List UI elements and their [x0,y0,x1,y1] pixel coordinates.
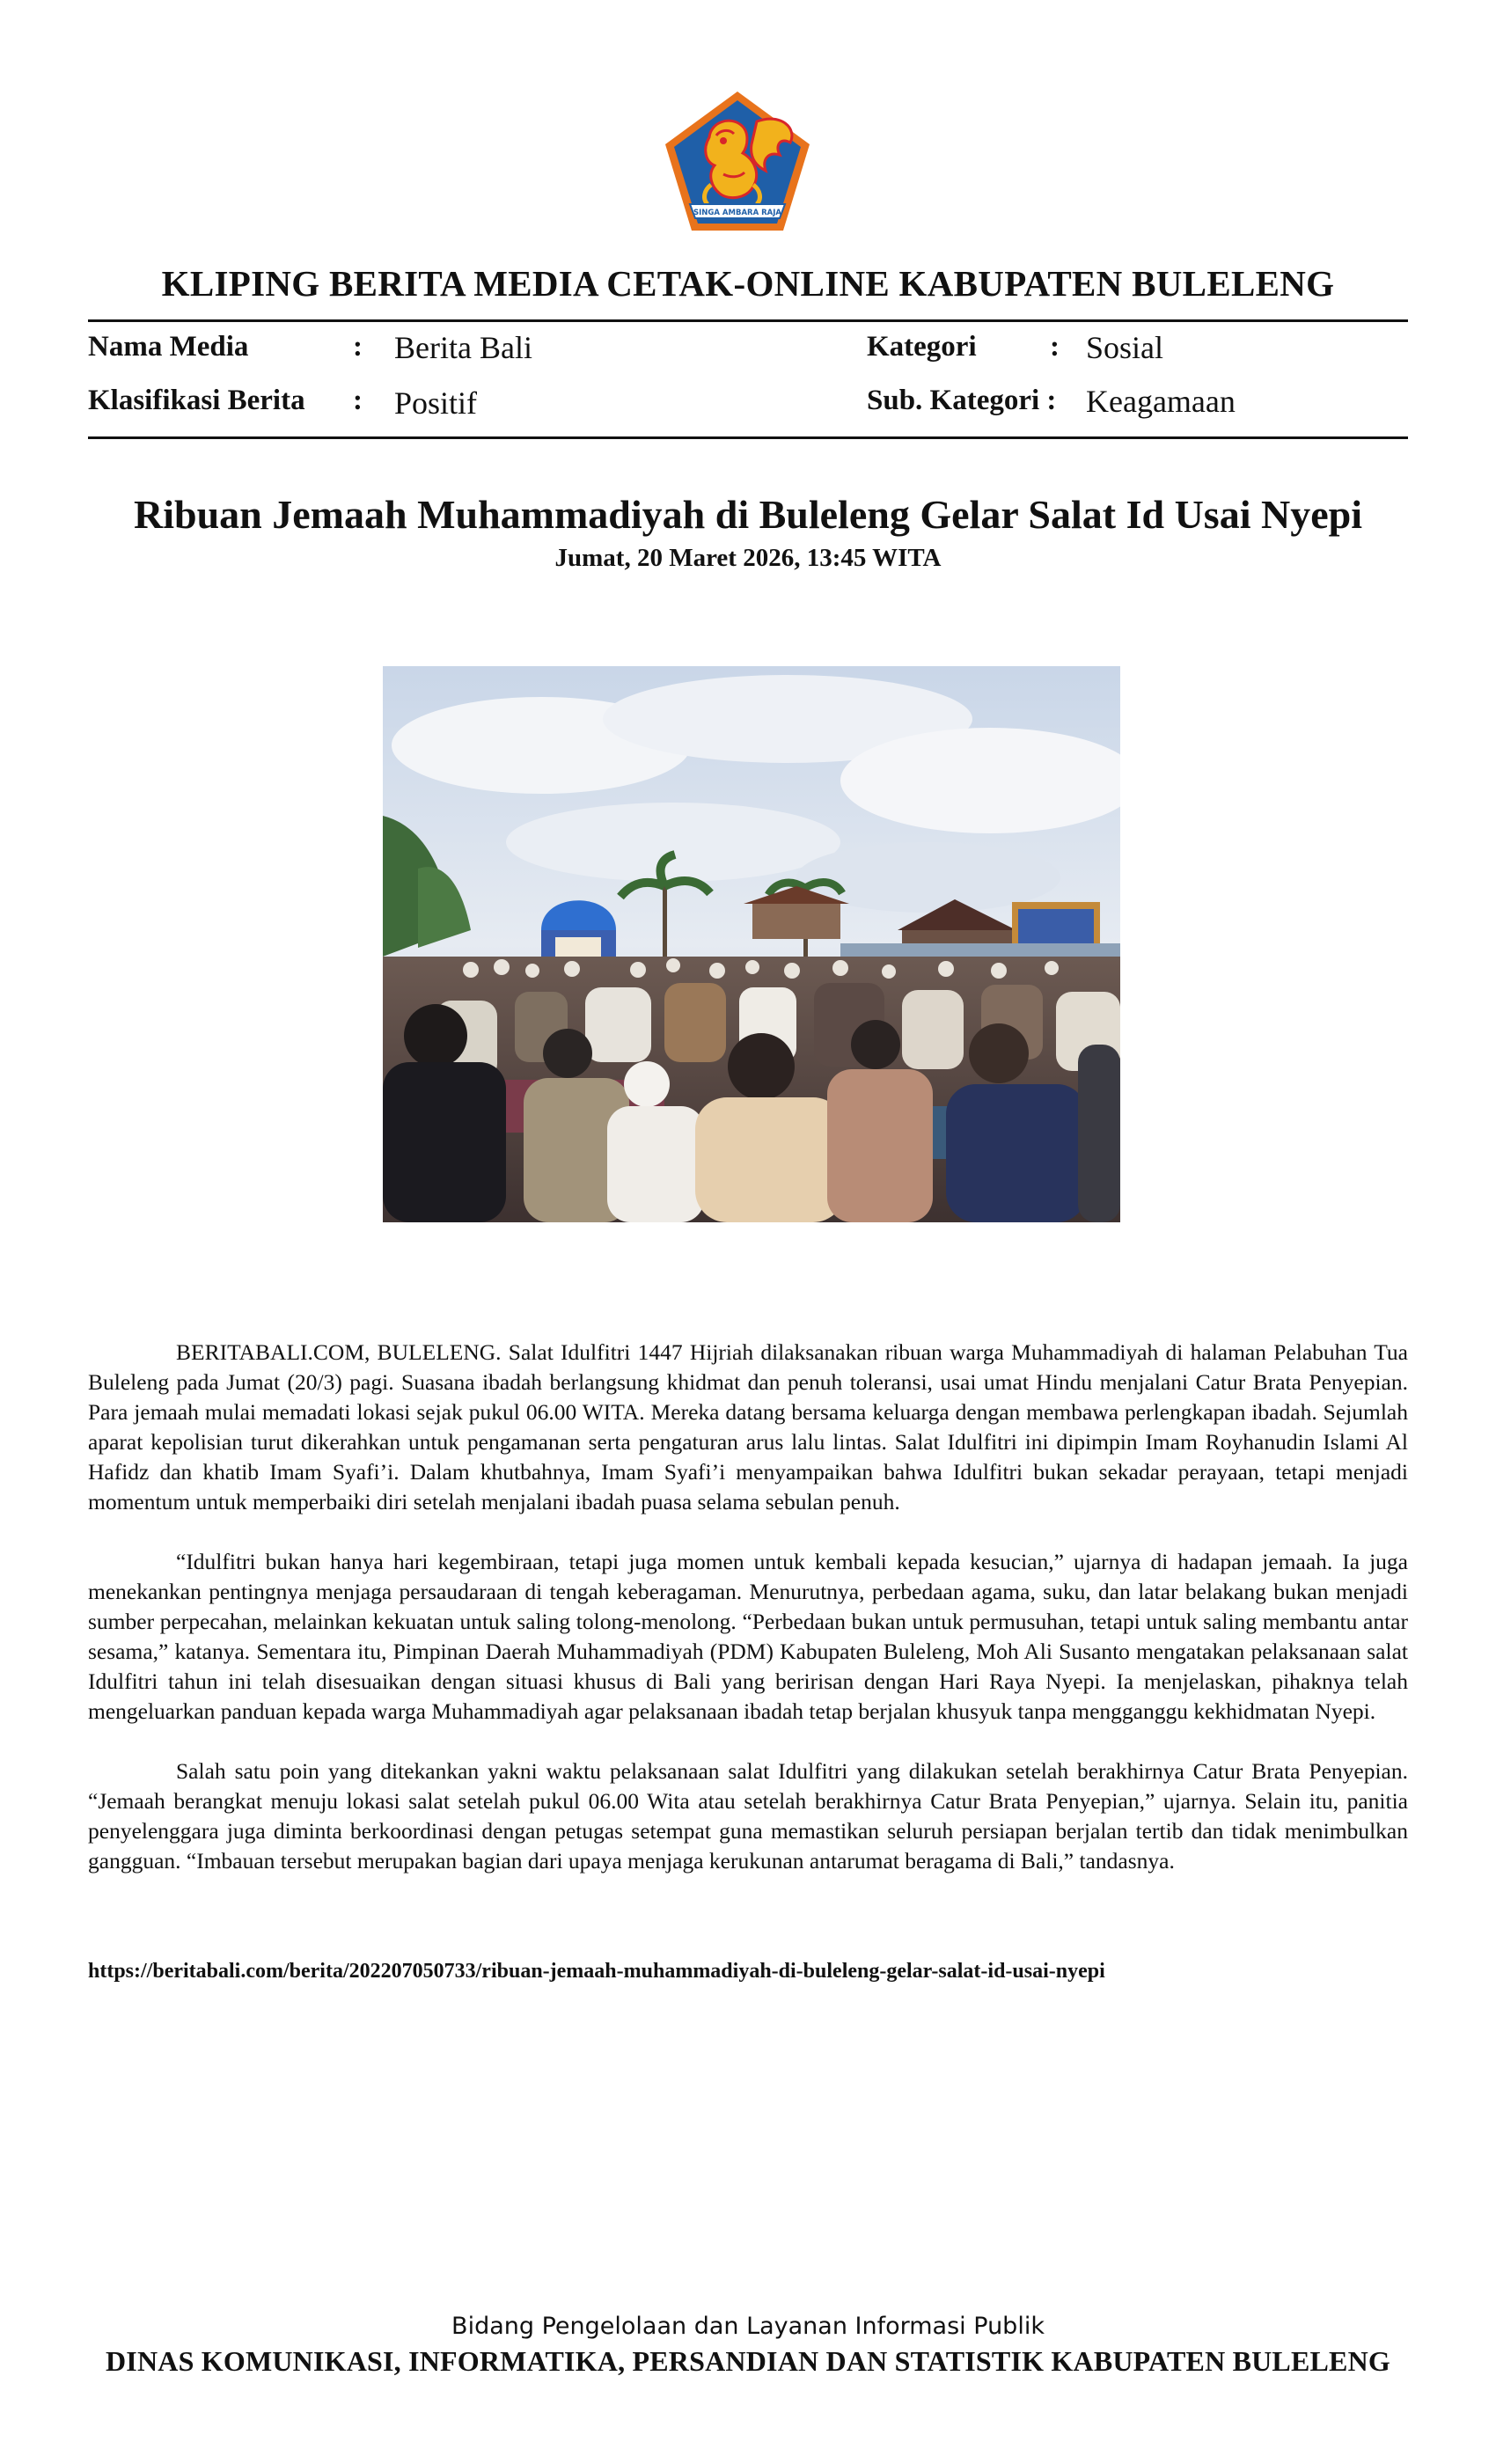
buleleng-emblem-icon [658,86,817,236]
nama-media-colon: : [353,331,363,363]
article-headline: Ribuan Jemaah Muhammadiyah di Buleleng Gelar Salat Id Usai Nyepi [134,492,1362,537]
article-body [88,1338,1408,1906]
article-paragraph-2: “Idulfitri bukan hanya hari kegembiraan, tetapi juga momen untuk kembali kepada kesucian,” ujarnya di hadapan jemaah. Ia juga menekankan pentingnya menjaga persaudaraan di tengah keberagaman. Menurutnya, perbedaan agama, suku, dan latar belakang bukan menjadi sumber perpecahan, melainkan kekuatan untuk saling tolong-menolong. “Perbedaan bukan untuk permusuhan, tetapi untuk saling membantu antar sesama,” katanya. Sementara itu, Pimpinan Daerah Muhammadiyah (PDM) Kabupaten Buleleng, Moh Ali Susanto mengatakan pelaksanaan salat Idulfitri tahun ini telah disesuaikan dengan situasi khusus di Bali yang beririsan dengan Hari Raya Nyepi. Ia menjelaskan, pihaknya telah mengeluarkan panduan kepada warga Muhammadiyah agar pelaksanaan ibadah tetap berjalan khusyuk tanpa mengganggu kekhidmatan Nyepi. [88,1549,1408,1724]
article-paragraph-1: BERITABALI.COM, BULELENG. Salat Idulfitri 1447 Hijriah dilaksanakan ribuan warga Muhammadiyah di halaman Pelabuhan Tua Buleleng pada Jumat (20/3) pagi. Suasana ibadah berlangsung khidmat dan penuh toleransi, usai umat Hindu menjalani Catur Brata Penyepian. Para jemaah mulai memadati lokasi sejak pukul 06.00 WITA. Mereka datang bersama keluarga dengan membawa perlengkapan ibadah. Sejumlah aparat kepolisian turut dikerahkan untuk pengamanan serta pengaturan arus lalu lintas. Salat Idulfitri ini dipimpin Imam Royhanudin Islami Al Hafidz dan khatib Imam Syafi’i. Dalam khutbahnya, Imam Syafi’i menyampaikan bahwa Idulfitri bukan sekadar perayaan, tetapi menjadi momentum untuk memperbaiki diri setelah menjalani ibadah puasa selama sebulan penuh. [88,1339,1408,1514]
klasifikasi-value: Positif [394,385,478,421]
klasifikasi-label: Klasifikasi Berita [88,385,305,416]
footer-agency: DINAS KOMUNIKASI, INFORMATIKA, PERSANDIAN DAN STATISTIK KABUPATEN BULELENG [105,2345,1391,2377]
sub-kategori-value: Keagamaan [1086,384,1236,419]
nama-media-label: Nama Media [88,331,249,363]
article-dateline: Jumat, 20 Maret 2026, 13:45 WITA [554,544,942,572]
footer-division: Bidang Pengelolaan dan Layanan Informasi Publik [451,2313,1045,2340]
bottom-divider [88,436,1408,439]
nama-media-value: Berita Bali [394,330,532,365]
article-paragraph-3: Salah satu poin yang ditekankan yakni waktu pelaksanaan salat Idulfitri yang dilakukan setelah berakhirnya Catur Brata Penyepian. “Jemaah berangkat menuju lokasi salat setelah pukul 06.00 Wita atau setelah berakhirnya Catur Brata Penyepian,” ujarnya. Selain itu, panitia penyelenggara juga diminta berkoordinasi dengan petugas setempat guna memastikan seluruh persiapan berjalan tertib dan tidak menimbulkan gangguan. “Imbauan tersebut merupakan bagian dari upaya menjaga kerukunan antarumat beragama di Bali,” tandasnya. [88,1758,1408,1874]
kategori-label: Kategori [867,331,977,363]
kategori-colon: : [1050,331,1060,363]
clipping-title: KLIPING BERITA MEDIA CETAK-ONLINE KABUPATEN BULELENG [161,263,1335,304]
klasifikasi-colon: : [353,385,363,416]
top-divider [88,319,1408,322]
sub-kategori-label: Sub. Kategori : [867,385,1057,416]
emblem-motto: SINGA AMBARA RAJA [693,209,781,217]
kategori-value: Sosial [1086,330,1164,365]
source-url-link[interactable]: https://beritabali.com/berita/202207050733/ribuan-jemaah-muhammadiyah-di-buleleng-gelar-salat-id-usai-nyepi [88,1960,1105,1983]
article-photo [383,666,1120,1222]
